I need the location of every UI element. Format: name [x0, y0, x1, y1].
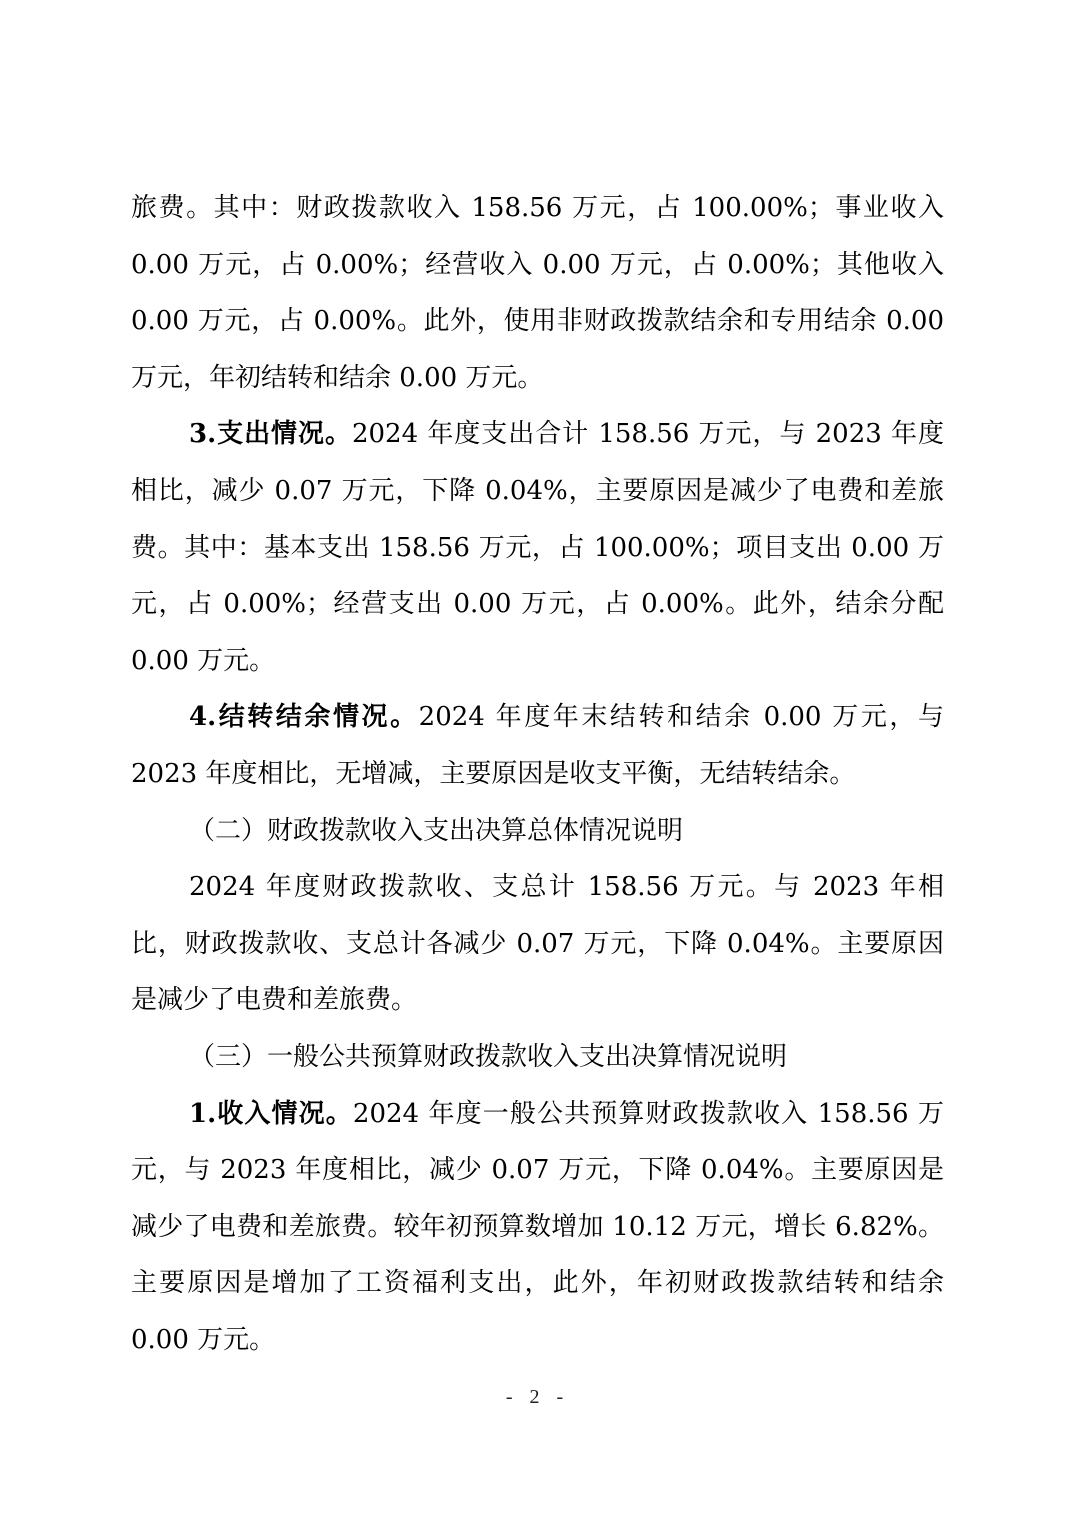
paragraph-fiscal-overview [131, 859, 944, 1029]
paragraph-carryover [131, 689, 944, 802]
paragraph-body: 2024 年度支出合计 158.56 万元，与 2023 年度相比，减少 0.07 万元，下降 0.04%，主要原因是减少了电费和差旅费。其中：基本支出 158.56 万元，占 100.00%；项目支出 0.00 万元，占 0.00%；经营支出 0.00 万元，占 0.00%。此外，结余分配 0.00 万元。 [131, 419, 944, 676]
section-title: （三）一般公共预算财政拨款收入支出决算情况说明 [189, 1041, 788, 1072]
paragraph-heading: 4.结转结余情况。 [189, 702, 419, 733]
paragraph-body: 2024 年度一般公共预算财政拨款收入 158.56 万元，与 2023 年度相比，减少 0.07 万元，下降 0.04%。主要原因是减少了电费和差旅费。较年初预算数增加 10.12 万元，增长 6.82%。主要原因是增加了工资福利支出，此外，年初财政拨款结转和结余 0.00 万元。 [131, 1098, 944, 1355]
paragraph-heading: 1.收入情况。 [189, 1098, 353, 1129]
paragraph-body: 旅费。其中：财政拨款收入 158.56 万元，占 100.00%；事业收入 0.00 万元，占 0.00%；经营收入 0.00 万元，占 0.00%；其他收入 0.00 万元，占 0.00%。此外，使用非财政拨款结余和专用结余 0.00 万元，年初结转和结余 0.00 万元。 [131, 193, 944, 393]
paragraph-general-budget-income [131, 1086, 944, 1369]
page-number: - 2 - [505, 1386, 570, 1408]
paragraph-body: 2024 年度财政拨款收、支总计 158.56 万元。与 2023 年相比，财政拨款收、支总计各减少 0.07 万元，下降 0.04%。主要原因是减少了电费和差旅费。 [131, 872, 944, 1016]
section-title-fiscal-overview [131, 803, 944, 860]
section-title-general-budget [131, 1029, 944, 1086]
paragraph-expenditure [131, 406, 944, 689]
paragraph-body: 2024 年度年末结转和结余 0.00 万元，与 2023 年度相比，无增减，主要原因是收支平衡，无结转结余。 [131, 702, 944, 789]
paragraph-heading: 3.支出情况。 [189, 419, 352, 450]
section-title: （二）财政拨款收入支出决算总体情况说明 [189, 815, 684, 846]
body-text [131, 180, 944, 1368]
paragraph-income-breakdown [131, 180, 944, 406]
